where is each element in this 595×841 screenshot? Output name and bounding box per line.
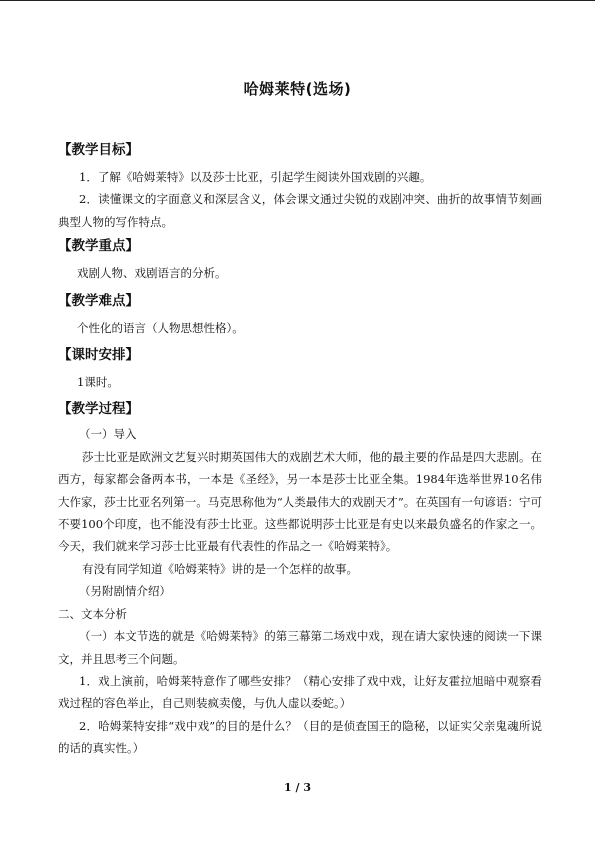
schedule-text: 1课时。 bbox=[77, 375, 119, 390]
key-points-text: 戏剧人物、戏剧语言的分析。 bbox=[77, 266, 227, 281]
question-1: 1．戏上演前，哈姆莱特意作了哪些安排？（精心安排了戏中戏，让好友霍拉旭暗中观察看戏过程的容色举止，自己则装疯卖傻，与仇人虚以委蛇。） bbox=[58, 673, 542, 711]
plot-note: （另附剧情介绍） bbox=[79, 584, 171, 599]
top-rule bbox=[0, 0, 595, 1]
document-body bbox=[58, 140, 542, 760]
analysis-intro: （一）本文节选的就是《哈姆莱特》的第三幕第二场戏中戏，现在请大家快速的阅读一下课文，并且思考三个问题。 bbox=[58, 629, 542, 666]
goal-item-1: 1．了解《哈姆莱特》以及莎士比亚，引起学生阅读外国戏剧的兴趣。 bbox=[79, 170, 432, 184]
goal-item-2: 2．读懂课文的字面意义和深层含义，体会课文通过尖锐的戏剧冲突、曲折的故事情节刻画典型人物的写作特点。 bbox=[58, 192, 542, 229]
section-heading-key-points: 【教学重点】 bbox=[58, 238, 139, 255]
intro-heading: （一）导入 bbox=[79, 427, 137, 442]
intro-paragraph: 莎士比亚是欧洲文艺复兴时期英国伟大的戏剧艺术大师，他的最主要的作品是四大悲剧。在西方，每家都会备两本书，一本是《圣经》，另一本是莎士比亚全集。1984年选举世界10名伟大作家，莎士比亚名列第一。马克思称他为“人类最伟大的戏剧天才”。在英国有一句谚语：宁可不要100个印度，也不能没有莎士比亚。这些都说明莎士比亚是有史以来最负盛名的作家之一。今天，我们就来学习莎士比亚最有代表性的作品之一《哈姆莱特》。 bbox=[58, 449, 542, 554]
question-2: 2．哈姆莱特安排“戏中戏”的目的是什么？（目的是侦查国王的隐秘，以证实父亲鬼魂所说的话的真实性。） bbox=[58, 718, 542, 756]
section-heading-schedule: 【课时安排】 bbox=[58, 347, 139, 364]
page-number: 1 / 3 bbox=[284, 781, 311, 794]
page-title: 哈姆莱特(选场) bbox=[243, 80, 352, 98]
analysis-heading: 二、文本分析 bbox=[58, 606, 127, 621]
difficulties-text: 个性化的语言（人物思想性格）。 bbox=[77, 320, 244, 335]
section-heading-difficulties: 【教学难点】 bbox=[58, 292, 139, 309]
section-heading-goals: 【教学目标】 bbox=[58, 142, 139, 158]
question-paragraph: 有没有同学知道《哈姆莱特》讲的是一个怎样的故事。 bbox=[82, 561, 358, 576]
section-heading-process: 【教学过程】 bbox=[58, 401, 139, 418]
